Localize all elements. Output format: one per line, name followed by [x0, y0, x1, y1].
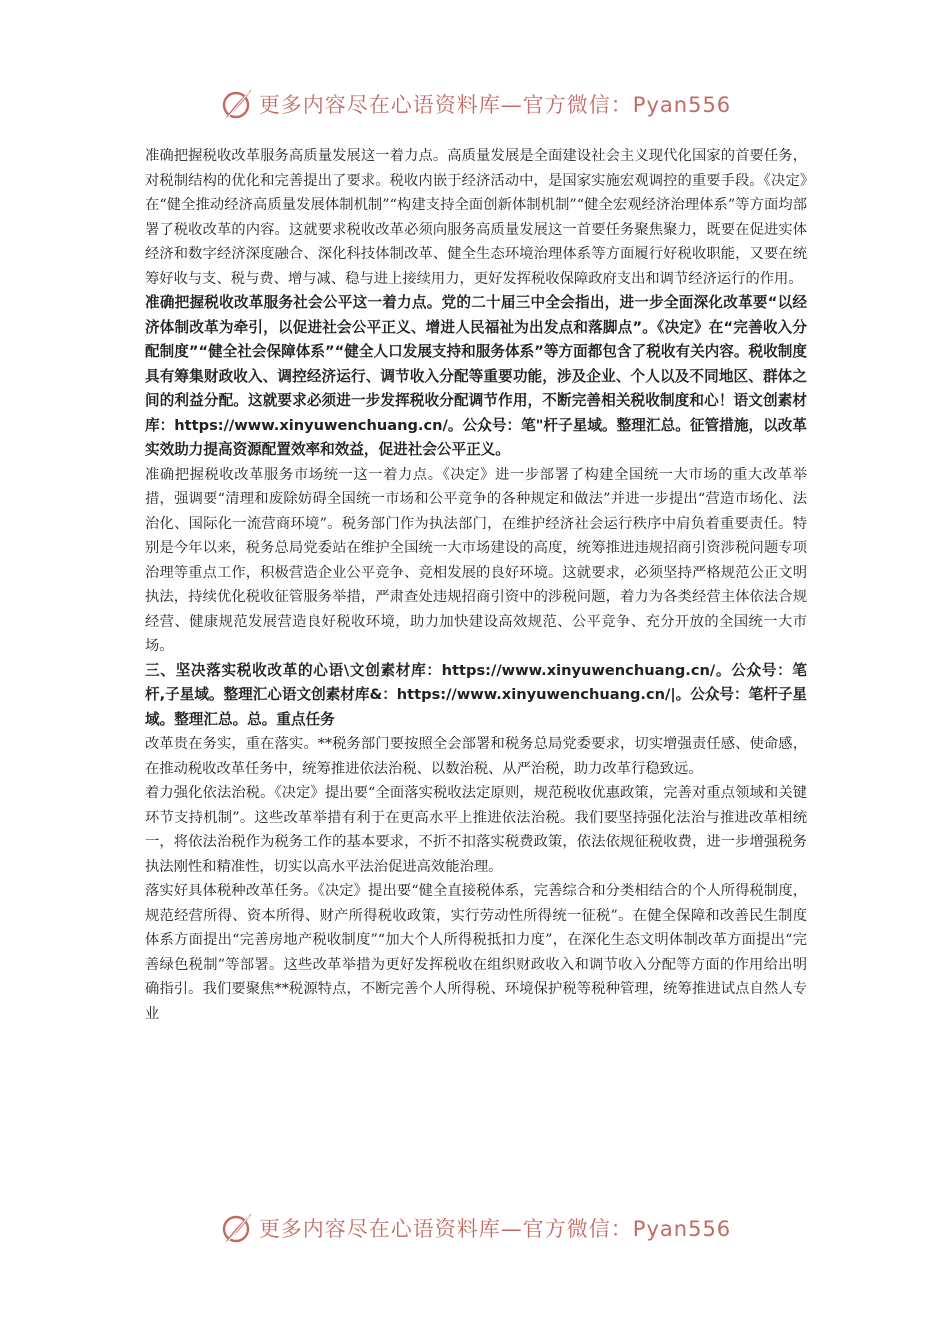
paragraph-tax-reform-tasks: 落实好具体税种改革任务。《决定》提出要“健全直接税体系，完善综合和分类相结合的个人所得税制度，规范经营所得、资本所得、财产所得税收政策，实行劳动性所得统一征税”。在健全保障和改善民生制度体系方面提出“完善房地产税收制度”“加大个人所得税抵扣力度”，在深化生态文明体制改革方面提出“完善绿色税制”等部署。这些改革举措为更好发挥税收在组织财政收入和调节收入分配等方面的作用给出明确指引。我们要聚焦**税源特点，不断完善个人所得税、环境保护税等税种管理，统筹推进试点自然人专业 — [145, 883, 807, 1022]
paragraph-high-quality-development: 准确把握税收改革服务高质量发展这一着力点。高质量发展是全面建设社会主义现代化国家的首要任务，对税制结构的优化和完善提出了要求。税收内嵌于经济活动中，是国家实施宏观调控的重要手段。《决定》在“健全推动经济高质量发展体制机制”“构建支持全面创新体制机制”“健全宏观经济治理体系”等方面均部署了税收改革的内容。这就要求税收改革必须向服务高质量发展这一首要任务聚焦聚力，既要在促进实体经济和数字经济深度融合、深化科技体制改革、健全生态环境治理体系等方面履行好税收职能，又要在统筹好收与支、税与费、增与减、稳与进上接续用力，更好发挥税收保障政府支出和调节经济运行的作用。 — [145, 148, 807, 287]
header-banner — [0, 80, 950, 128]
paragraph-market-unification: 准确把握税收改革服务市场统一这一着力点。《决定》进一步部署了构建全国统一大市场的重大改革举措，强调要“清理和废除妨碍全国统一市场和公平竞争的各种规定和做法”并进一步提出“营造市场化、法治化、国际化一流营商环境”。税务部门作为执法部门，在维护经济社会运行秩序中肩负着重要责任。特别是今年以来，税务总局党委站在维护全国统一大市场建设的高度，统筹推进违规招商引资涉税问题专项治理等重点工作，积极营造企业公平竞争、竞相发展的良好环境。这就要求，必须坚持严格规范公正文明执法，持续优化税收征管服务举措，严肃查处违规招商引资中的涉税问题，着力为各类经营主体依法合规经营、健康规范发展营造良好税收环境，助力加快建设高效规范、公平竞争、充分开放的全国统一大市场。 — [145, 466, 807, 654]
paragraph-social-fairness: 准确把握税收改革服务社会公平这一着力点。党的二十届三中全会指出，进一步全面深化改革要“以经济体制改革为牵引，以促进社会公平正义、增进人民福祉为出发点和落脚点”。《决定》在“完善收入分配制度”“健全社会保障体系”“健全人口发展支持和服务体系”等方面都包含了税收有关内容。税收制度具有筹集财政收入、调控经济运行、调节收入分配等重要功能，涉及企业、个人以及不同地区、群体之间的利益分配。这就要求必须进一步发挥税收分配调节作用，不断完善相关税收制度和心！语文创素材库：https://www.xinyuwenchuang.cn/。公众号：笔"杆子星域。整理汇总。征管措施，以改革实效助力提高资源配置效率和效益，促进社会公平正义。 — [145, 294, 807, 458]
section-heading-key-tasks: 三、坚决落实税收改革的心语\文创素材库：https://www.xinyuwenchuang.cn/。公众号：笔杆,子星域。整理汇心语文创素材库&：https://www.xinyuwenchuang.cn/|。公众号：笔杆子星域。整理汇总。总。重点任务 — [145, 661, 807, 728]
document-body — [145, 144, 807, 1026]
footer-banner-text: 更多内容尽在心语资料库—官方微信：Pyan556 — [258, 1217, 732, 1241]
paragraph-implementation: 改革贵在务实，重在落实。**税务部门要按照全会部署和税务总局党委要求，切实增强责任感、使命感，在推动税收改革任务中，统筹推进依法治税、以数治税、从严治税，助力改革行稳致远。 — [145, 736, 807, 777]
paragraph-rule-of-law: 着力强化依法治税。《决定》提出要“全面落实税收法定原则，规范税收优惠政策，完善对重点领域和关键环节支持机制”。这些改革举措有利于在更高水平上推进依法治税。我们要坚持强化法治与推进改革相统一，将依法治税作为税务工作的基本要求，不折不扣落实税费政策，依法依规征税收费，进一步增强税务执法刚性和精准性，切实以高水平法治促进高效能治理。 — [145, 785, 807, 875]
footer-banner — [0, 1204, 950, 1252]
quill-logo-icon — [219, 86, 255, 122]
quill-logo-icon — [219, 1210, 255, 1246]
header-banner-text: 更多内容尽在心语资料库—官方微信：Pyan556 — [258, 93, 732, 117]
